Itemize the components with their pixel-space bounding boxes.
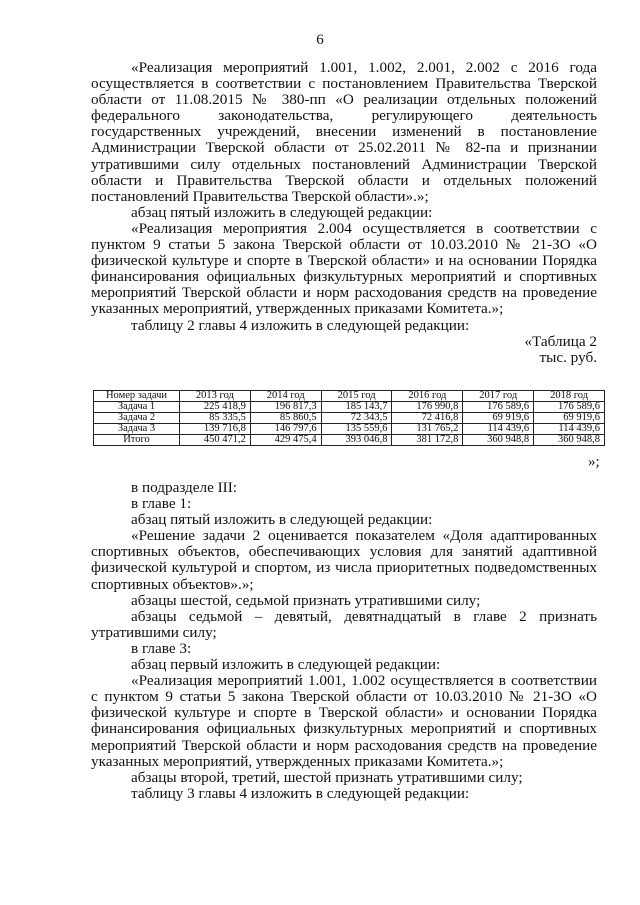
table-caption-units: тыс. руб. [539,348,597,366]
paragraph: таблицу 2 главы 4 изложить в следующей редакции: [131,316,470,334]
budget-table [93,390,605,446]
table-cell: 393 046,8 [321,435,392,446]
table-cell: Итого [94,435,180,446]
table-cell: 429 475,4 [250,435,321,446]
paragraph: таблицу 3 главы 4 изложить в следующей редакции: [131,784,470,802]
table-cell: 185 143,7 [321,402,392,413]
table-caption-title: «Таблица 2 [524,332,597,350]
table-cell: 85 335,5 [180,413,251,424]
table-cell: 135 559,6 [321,424,392,435]
table-cell: 139 716,8 [180,424,251,435]
table-header-cell: 2014 год [250,391,321,402]
table-row [94,424,605,435]
paragraph: в подразделе III: [131,479,238,496]
budget-table-container [93,390,605,446]
table-cell: 360 948,8 [463,435,534,446]
paragraph: абзацы второй, третий, шестой признать утратившими силу; [131,768,523,786]
table-cell: 176 589,6 [534,402,605,413]
paragraph: абзацы седьмой – девятый, девятнадцатый в главе 2 признать утратившими силу; [91,607,597,641]
table-cell: 360 948,8 [534,435,605,446]
table-row [94,402,605,413]
table-cell: 131 765,2 [392,424,463,435]
paragraph: «Решение задачи 2 оценивается показателем «Доля адаптированных спортивных объектов, обеспечивающих условия для занятий адаптивной физической культурой и спортом, из числа приоритетных подведомственных спортивных объектов».»; [91,527,597,593]
table-row [94,413,605,424]
table-cell: 450 471,2 [180,435,251,446]
table-cell: 72 343,5 [321,413,392,424]
table-closing-quote: »; [588,454,600,470]
table-cell: 176 589,6 [463,402,534,413]
table-cell: 146 797,6 [250,424,321,435]
text-block-top [91,60,597,366]
table-cell: Задача 2 [94,413,180,424]
paragraph: в главе 3: [131,639,192,657]
table-cell: 69 919,6 [463,413,534,424]
table-header-cell: 2017 год [463,391,534,402]
text-block-bottom [91,480,597,802]
table-cell: 196 817,3 [250,402,321,413]
paragraph: абзац первый изложить в следующей редакции: [131,656,441,674]
paragraph: «Реализация мероприятий 1.001, 1.002, 2.001, 2.002 с 2016 года осуществляется в соответствии с постановлением Правительства Тверской области от 11.08.2015 № 380-пп «О реализации отдельных положений федерального законодательства, регулирующего деятельность государственных учреждений, внесении изменений в постановление Администрации Тверской области от 25.02.2011 № 82-па и признании утратившими силу отдельных постановлений Администрации Тверской области и Правительства Тверской области и отдельных положений постановлений Правительства Тверской области».»; [91,59,597,205]
table-header-cell: 2016 год [392,391,463,402]
table-header-cell: 2015 год [321,391,392,402]
paragraph: абзац пятый изложить в следующей редакции: [131,511,433,529]
table-header-cell: 2013 год [180,391,251,402]
table-cell: 114 439,6 [463,424,534,435]
paragraph: «Реализация мероприятия 2.004 осуществляется в соответствии с пунктом 9 статьи 5 закона Тверской области от 10.03.2010 № 21-ЗО «О физической культуре и спорте в Тверской области» и на основании Порядка финансирования официальных физкультурных мероприятий и спортивных мероприятий Тверской области и норм расходования средств на проведение указанных мероприятий, утвержденных приказами Комитета.»; [91,219,597,318]
table-cell: 225 418,9 [180,402,251,413]
table-cell: Задача 1 [94,402,180,413]
table-cell: 72 416,8 [392,413,463,424]
table-cell: 85 860,5 [250,413,321,424]
page-number: 6 [316,32,324,48]
table-cell: Задача 3 [94,424,180,435]
paragraph: в главе 1: [131,495,192,513]
table-header-cell: 2018 год [534,391,605,402]
table-cell: 69 919,6 [534,413,605,424]
table-cell: 114 439,6 [534,424,605,435]
table-cell: 381 172,8 [392,435,463,446]
table-row-total [94,435,605,446]
table-header-row [94,391,605,402]
table-header-cell: Номер задачи [94,391,180,402]
table-cell: 176 990,8 [392,402,463,413]
paragraph: абзац пятый изложить в следующей редакции: [131,203,433,221]
paragraph: абзацы шестой, седьмой признать утратившими силу; [131,591,481,609]
paragraph: «Реализация мероприятий 1.001, 1.002 осуществляется в соответствии с пунктом 9 статьи 5 закона Тверской области от 10.03.2010 № 21-ЗО «О физической культуре и спорте в Тверской области» и основании Порядка финансирования официальных физкультурных мероприятий и спортивных мероприятий Тверской области и норм расходования средств на проведение указанных мероприятий, утвержденных приказами Комитета.»; [91,672,597,770]
